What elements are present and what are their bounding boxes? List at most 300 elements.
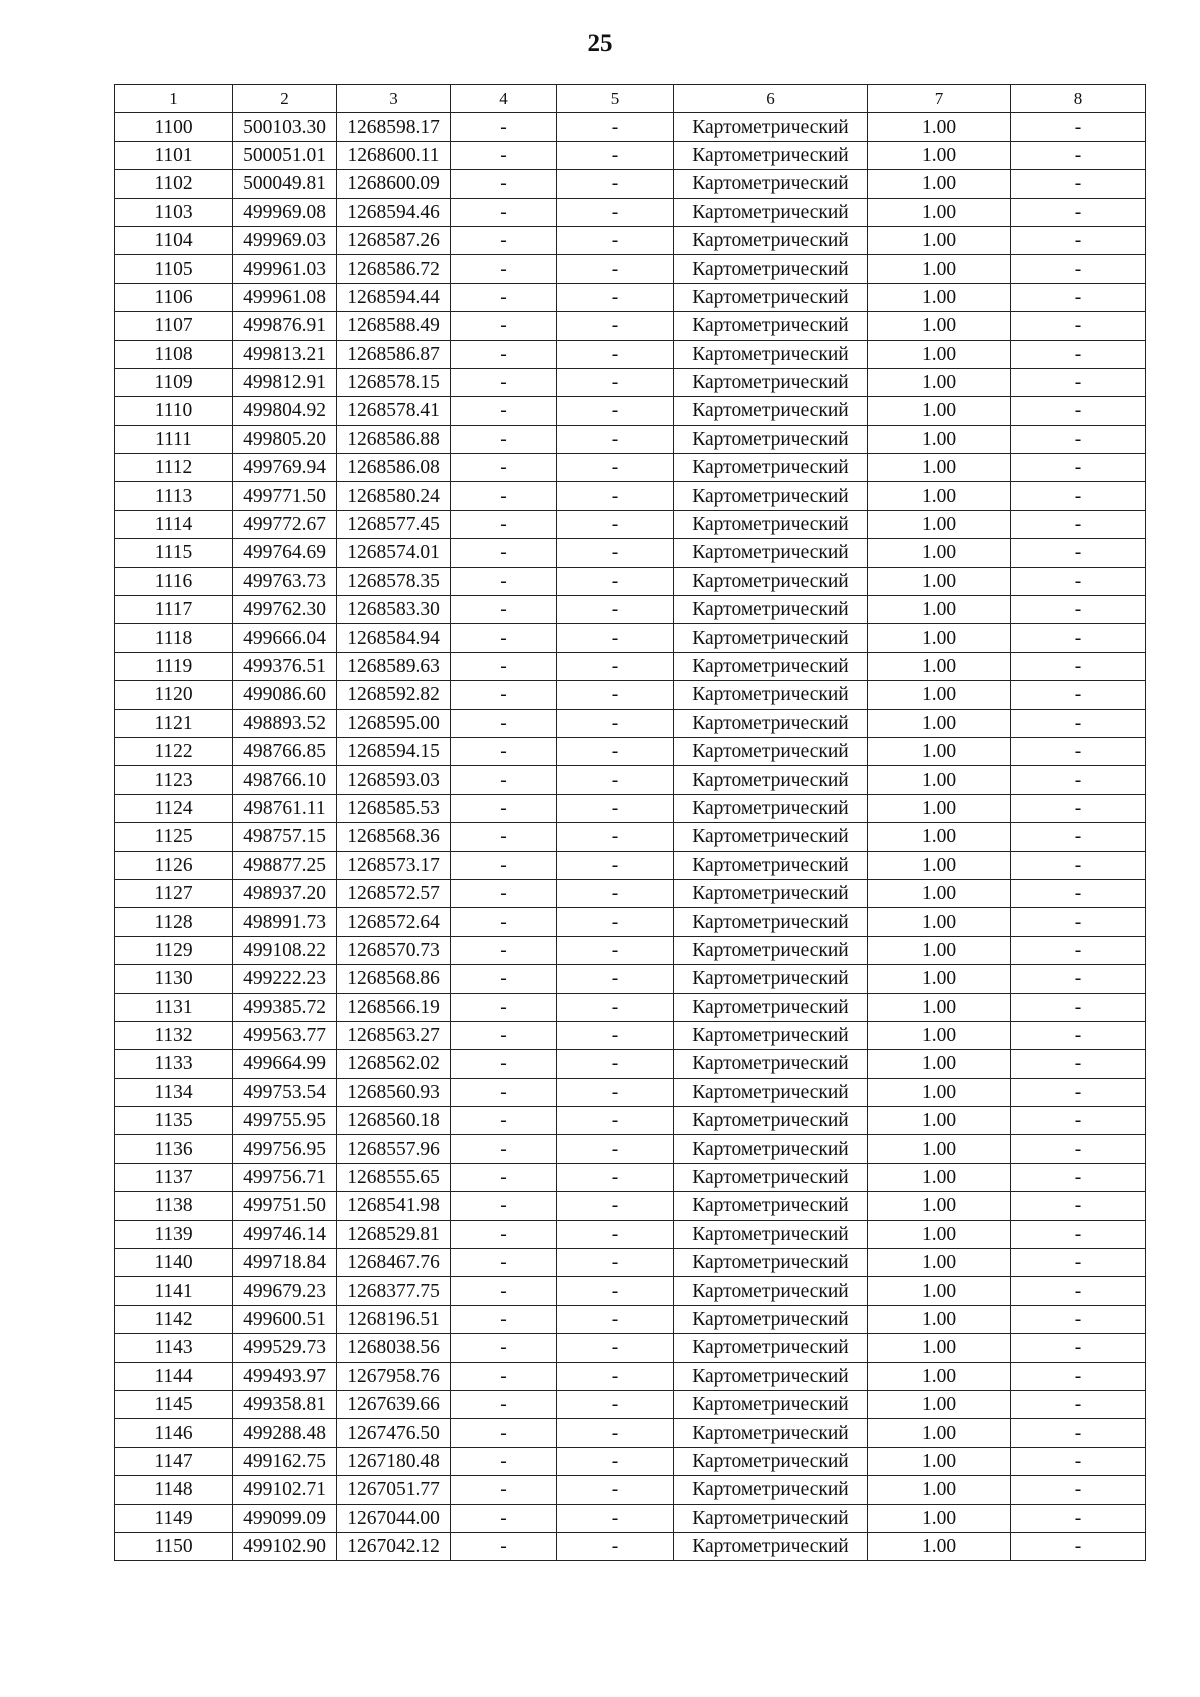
- cell-col-8: -: [1011, 993, 1146, 1021]
- cell-col-5: -: [557, 737, 674, 765]
- cell-coord-x: 499764.69: [233, 539, 337, 567]
- cell-coord-x: 499102.71: [233, 1476, 337, 1504]
- cell-col-4: -: [451, 397, 557, 425]
- cell-col-8: -: [1011, 624, 1146, 652]
- cell-coord-x: 499762.30: [233, 596, 337, 624]
- table-row: [115, 823, 1146, 851]
- cell-col-5: -: [557, 425, 674, 453]
- cell-coord-x: 500051.01: [233, 141, 337, 169]
- cell-method: Картометрический: [674, 1532, 868, 1560]
- cell-coord-y: 1268541.98: [337, 1192, 451, 1220]
- cell-accuracy: 1.00: [868, 1334, 1011, 1362]
- cell-point-number: 1102: [115, 170, 233, 198]
- cell-col-8: -: [1011, 709, 1146, 737]
- cell-col-5: -: [557, 1249, 674, 1277]
- cell-method: Картометрический: [674, 567, 868, 595]
- cell-coord-y: 1268566.19: [337, 993, 451, 1021]
- cell-coord-y: 1267042.12: [337, 1532, 451, 1560]
- cell-accuracy: 1.00: [868, 1390, 1011, 1418]
- cell-coord-x: 498893.52: [233, 709, 337, 737]
- cell-col-4: -: [451, 567, 557, 595]
- cell-coord-x: 499751.50: [233, 1192, 337, 1220]
- cell-point-number: 1148: [115, 1476, 233, 1504]
- table-row: [115, 368, 1146, 396]
- cell-accuracy: 1.00: [868, 652, 1011, 680]
- cell-col-8: -: [1011, 170, 1146, 198]
- cell-col-4: -: [451, 1362, 557, 1390]
- cell-col-4: -: [451, 1021, 557, 1049]
- cell-col-8: -: [1011, 965, 1146, 993]
- column-header-5: 5: [557, 85, 674, 113]
- cell-col-5: -: [557, 1021, 674, 1049]
- cell-col-4: -: [451, 908, 557, 936]
- cell-coord-y: 1268577.45: [337, 510, 451, 538]
- cell-coord-y: 1268568.86: [337, 965, 451, 993]
- cell-method: Картометрический: [674, 851, 868, 879]
- cell-col-8: -: [1011, 1107, 1146, 1135]
- cell-col-4: -: [451, 1220, 557, 1248]
- cell-col-4: -: [451, 1163, 557, 1191]
- cell-col-5: -: [557, 1476, 674, 1504]
- table-row: [115, 255, 1146, 283]
- cell-accuracy: 1.00: [868, 425, 1011, 453]
- table-row: [115, 652, 1146, 680]
- cell-accuracy: 1.00: [868, 226, 1011, 254]
- cell-method: Картометрический: [674, 113, 868, 141]
- cell-accuracy: 1.00: [868, 340, 1011, 368]
- cell-method: Картометрический: [674, 368, 868, 396]
- cell-coord-y: 1268586.72: [337, 255, 451, 283]
- table-row: [115, 198, 1146, 226]
- cell-col-5: -: [557, 908, 674, 936]
- cell-method: Картометрический: [674, 1362, 868, 1390]
- cell-method: Картометрический: [674, 1135, 868, 1163]
- cell-method: Картометрический: [674, 1447, 868, 1475]
- cell-point-number: 1117: [115, 596, 233, 624]
- cell-col-5: -: [557, 510, 674, 538]
- cell-col-4: -: [451, 1476, 557, 1504]
- cell-method: Картометрический: [674, 510, 868, 538]
- cell-coord-x: 498757.15: [233, 823, 337, 851]
- column-header-6: 6: [674, 85, 868, 113]
- cell-accuracy: 1.00: [868, 1135, 1011, 1163]
- cell-method: Картометрический: [674, 1476, 868, 1504]
- cell-col-5: -: [557, 198, 674, 226]
- cell-col-4: -: [451, 368, 557, 396]
- cell-point-number: 1112: [115, 454, 233, 482]
- cell-coord-y: 1268578.41: [337, 397, 451, 425]
- cell-col-8: -: [1011, 823, 1146, 851]
- cell-accuracy: 1.00: [868, 1277, 1011, 1305]
- cell-method: Картометрический: [674, 482, 868, 510]
- cell-coord-y: 1268594.15: [337, 737, 451, 765]
- cell-method: Картометрический: [674, 908, 868, 936]
- cell-col-5: -: [557, 965, 674, 993]
- cell-col-5: -: [557, 1078, 674, 1106]
- cell-accuracy: 1.00: [868, 255, 1011, 283]
- cell-col-4: -: [451, 425, 557, 453]
- cell-point-number: 1128: [115, 908, 233, 936]
- cell-col-8: -: [1011, 737, 1146, 765]
- cell-coord-y: 1267476.50: [337, 1419, 451, 1447]
- cell-accuracy: 1.00: [868, 965, 1011, 993]
- cell-coord-x: 499600.51: [233, 1305, 337, 1333]
- cell-col-5: -: [557, 624, 674, 652]
- cell-coord-x: 499804.92: [233, 397, 337, 425]
- cell-point-number: 1123: [115, 766, 233, 794]
- cell-accuracy: 1.00: [868, 624, 1011, 652]
- cell-method: Картометрический: [674, 766, 868, 794]
- cell-coord-y: 1268467.76: [337, 1249, 451, 1277]
- table-row: [115, 936, 1146, 964]
- cell-col-5: -: [557, 539, 674, 567]
- cell-point-number: 1122: [115, 737, 233, 765]
- cell-coord-y: 1268573.17: [337, 851, 451, 879]
- table-row: [115, 794, 1146, 822]
- cell-method: Картометрический: [674, 397, 868, 425]
- cell-method: Картометрический: [674, 993, 868, 1021]
- cell-method: Картометрический: [674, 1163, 868, 1191]
- cell-point-number: 1107: [115, 312, 233, 340]
- cell-method: Картометрический: [674, 1334, 868, 1362]
- cell-coord-x: 500103.30: [233, 113, 337, 141]
- cell-method: Картометрический: [674, 681, 868, 709]
- cell-coord-x: 498766.85: [233, 737, 337, 765]
- cell-point-number: 1141: [115, 1277, 233, 1305]
- table-row: [115, 1419, 1146, 1447]
- cell-point-number: 1138: [115, 1192, 233, 1220]
- cell-col-8: -: [1011, 1021, 1146, 1049]
- cell-coord-y: 1268570.73: [337, 936, 451, 964]
- cell-col-5: -: [557, 1334, 674, 1362]
- cell-point-number: 1115: [115, 539, 233, 567]
- cell-point-number: 1146: [115, 1419, 233, 1447]
- cell-col-5: -: [557, 794, 674, 822]
- cell-col-5: -: [557, 397, 674, 425]
- cell-col-8: -: [1011, 1192, 1146, 1220]
- cell-col-8: -: [1011, 1390, 1146, 1418]
- cell-coord-x: 499086.60: [233, 681, 337, 709]
- cell-coord-y: 1268585.53: [337, 794, 451, 822]
- cell-point-number: 1103: [115, 198, 233, 226]
- cell-col-4: -: [451, 198, 557, 226]
- cell-accuracy: 1.00: [868, 312, 1011, 340]
- cell-point-number: 1121: [115, 709, 233, 737]
- cell-accuracy: 1.00: [868, 1476, 1011, 1504]
- cell-coord-x: 499772.67: [233, 510, 337, 538]
- cell-col-5: -: [557, 1362, 674, 1390]
- cell-col-8: -: [1011, 1078, 1146, 1106]
- cell-col-8: -: [1011, 1532, 1146, 1560]
- cell-col-5: -: [557, 255, 674, 283]
- table-row: [115, 1390, 1146, 1418]
- cell-point-number: 1136: [115, 1135, 233, 1163]
- cell-method: Картометрический: [674, 1078, 868, 1106]
- cell-col-8: -: [1011, 1447, 1146, 1475]
- cell-col-8: -: [1011, 936, 1146, 964]
- cell-col-4: -: [451, 851, 557, 879]
- table-row: [115, 879, 1146, 907]
- cell-point-number: 1101: [115, 141, 233, 169]
- cell-coord-x: 498991.73: [233, 908, 337, 936]
- cell-method: Картометрический: [674, 879, 868, 907]
- cell-coord-x: 499563.77: [233, 1021, 337, 1049]
- cell-point-number: 1144: [115, 1362, 233, 1390]
- cell-method: Картометрический: [674, 255, 868, 283]
- cell-col-8: -: [1011, 312, 1146, 340]
- table-row: [115, 113, 1146, 141]
- cell-coord-y: 1268589.63: [337, 652, 451, 680]
- cell-method: Картометрический: [674, 823, 868, 851]
- cell-coord-y: 1268557.96: [337, 1135, 451, 1163]
- cell-col-8: -: [1011, 1135, 1146, 1163]
- cell-method: Картометрический: [674, 737, 868, 765]
- cell-point-number: 1106: [115, 283, 233, 311]
- cell-coord-y: 1268572.57: [337, 879, 451, 907]
- cell-coord-y: 1268572.64: [337, 908, 451, 936]
- cell-accuracy: 1.00: [868, 709, 1011, 737]
- cell-coord-x: 499769.94: [233, 454, 337, 482]
- table-row: [115, 1107, 1146, 1135]
- cell-accuracy: 1.00: [868, 1107, 1011, 1135]
- cell-coord-x: 499376.51: [233, 652, 337, 680]
- cell-col-5: -: [557, 1390, 674, 1418]
- table-row: [115, 1192, 1146, 1220]
- table-row: [115, 454, 1146, 482]
- cell-method: Картометрический: [674, 170, 868, 198]
- cell-col-5: -: [557, 454, 674, 482]
- cell-col-8: -: [1011, 368, 1146, 396]
- cell-col-4: -: [451, 1390, 557, 1418]
- cell-accuracy: 1.00: [868, 851, 1011, 879]
- table-row: [115, 283, 1146, 311]
- cell-point-number: 1139: [115, 1220, 233, 1248]
- cell-method: Картометрический: [674, 198, 868, 226]
- cell-point-number: 1142: [115, 1305, 233, 1333]
- cell-coord-y: 1268574.01: [337, 539, 451, 567]
- cell-point-number: 1126: [115, 851, 233, 879]
- table-row: [115, 709, 1146, 737]
- table-row: [115, 1447, 1146, 1475]
- cell-accuracy: 1.00: [868, 510, 1011, 538]
- cell-accuracy: 1.00: [868, 1050, 1011, 1078]
- cell-method: Картометрический: [674, 1050, 868, 1078]
- cell-coord-y: 1268563.27: [337, 1021, 451, 1049]
- cell-col-8: -: [1011, 1419, 1146, 1447]
- cell-coord-x: 499679.23: [233, 1277, 337, 1305]
- cell-accuracy: 1.00: [868, 766, 1011, 794]
- cell-accuracy: 1.00: [868, 879, 1011, 907]
- table-row: [115, 1078, 1146, 1106]
- cell-coord-x: 499162.75: [233, 1447, 337, 1475]
- cell-point-number: 1111: [115, 425, 233, 453]
- cell-coord-y: 1268578.15: [337, 368, 451, 396]
- cell-coord-x: 499771.50: [233, 482, 337, 510]
- cell-col-5: -: [557, 1107, 674, 1135]
- table-row: [115, 993, 1146, 1021]
- cell-col-4: -: [451, 539, 557, 567]
- cell-accuracy: 1.00: [868, 454, 1011, 482]
- cell-col-8: -: [1011, 1362, 1146, 1390]
- cell-coord-y: 1268578.35: [337, 567, 451, 595]
- cell-point-number: 1125: [115, 823, 233, 851]
- cell-method: Картометрический: [674, 283, 868, 311]
- cell-col-5: -: [557, 141, 674, 169]
- cell-accuracy: 1.00: [868, 1362, 1011, 1390]
- cell-point-number: 1108: [115, 340, 233, 368]
- cell-coord-x: 499755.95: [233, 1107, 337, 1135]
- cell-accuracy: 1.00: [868, 1532, 1011, 1560]
- table-row: [115, 425, 1146, 453]
- cell-col-4: -: [451, 482, 557, 510]
- table-row: [115, 1362, 1146, 1390]
- column-header-1: 1: [115, 85, 233, 113]
- cell-point-number: 1149: [115, 1504, 233, 1532]
- cell-col-4: -: [451, 1334, 557, 1362]
- table-row: [115, 1021, 1146, 1049]
- cell-col-4: -: [451, 794, 557, 822]
- cell-col-8: -: [1011, 1249, 1146, 1277]
- cell-col-5: -: [557, 652, 674, 680]
- cell-method: Картометрический: [674, 1419, 868, 1447]
- table-row: [115, 1163, 1146, 1191]
- table-row: [115, 1249, 1146, 1277]
- cell-method: Картометрический: [674, 652, 868, 680]
- cell-method: Картометрический: [674, 1305, 868, 1333]
- table-row: [115, 624, 1146, 652]
- cell-col-8: -: [1011, 1050, 1146, 1078]
- cell-coord-x: 499813.21: [233, 340, 337, 368]
- cell-coord-x: 499108.22: [233, 936, 337, 964]
- cell-accuracy: 1.00: [868, 1447, 1011, 1475]
- cell-col-4: -: [451, 1305, 557, 1333]
- cell-accuracy: 1.00: [868, 1305, 1011, 1333]
- cell-col-4: -: [451, 1135, 557, 1163]
- cell-coord-y: 1268196.51: [337, 1305, 451, 1333]
- cell-point-number: 1145: [115, 1390, 233, 1418]
- cell-col-8: -: [1011, 1334, 1146, 1362]
- cell-coord-y: 1268598.17: [337, 113, 451, 141]
- cell-coord-y: 1268583.30: [337, 596, 451, 624]
- cell-coord-x: 499099.09: [233, 1504, 337, 1532]
- cell-col-4: -: [451, 1504, 557, 1532]
- table-row: [115, 681, 1146, 709]
- cell-point-number: 1114: [115, 510, 233, 538]
- cell-coord-x: 498761.11: [233, 794, 337, 822]
- cell-method: Картометрический: [674, 936, 868, 964]
- cell-coord-x: 498937.20: [233, 879, 337, 907]
- cell-point-number: 1127: [115, 879, 233, 907]
- table-row: [115, 1305, 1146, 1333]
- cell-accuracy: 1.00: [868, 823, 1011, 851]
- cell-col-8: -: [1011, 1277, 1146, 1305]
- cell-coord-y: 1268568.36: [337, 823, 451, 851]
- cell-method: Картометрический: [674, 1220, 868, 1248]
- cell-coord-x: 499756.71: [233, 1163, 337, 1191]
- cell-accuracy: 1.00: [868, 794, 1011, 822]
- cell-col-4: -: [451, 596, 557, 624]
- cell-col-4: -: [451, 879, 557, 907]
- cell-col-4: -: [451, 936, 557, 964]
- cell-method: Картометрический: [674, 141, 868, 169]
- cell-col-5: -: [557, 1135, 674, 1163]
- cell-col-4: -: [451, 141, 557, 169]
- table-row: [115, 567, 1146, 595]
- cell-col-8: -: [1011, 652, 1146, 680]
- cell-method: Картометрический: [674, 1107, 868, 1135]
- cell-col-5: -: [557, 1532, 674, 1560]
- column-header-4: 4: [451, 85, 557, 113]
- table-row: [115, 851, 1146, 879]
- cell-col-4: -: [451, 737, 557, 765]
- cell-coord-y: 1267044.00: [337, 1504, 451, 1532]
- column-header-2: 2: [233, 85, 337, 113]
- cell-col-5: -: [557, 113, 674, 141]
- cell-coord-y: 1268562.02: [337, 1050, 451, 1078]
- table-row: [115, 965, 1146, 993]
- cell-col-8: -: [1011, 283, 1146, 311]
- cell-coord-x: 499746.14: [233, 1220, 337, 1248]
- cell-point-number: 1120: [115, 681, 233, 709]
- cell-coord-y: 1267639.66: [337, 1390, 451, 1418]
- cell-method: Картометрический: [674, 340, 868, 368]
- cell-accuracy: 1.00: [868, 482, 1011, 510]
- table-row: [115, 141, 1146, 169]
- cell-col-8: -: [1011, 1504, 1146, 1532]
- cell-method: Картометрический: [674, 226, 868, 254]
- cell-coord-y: 1268586.88: [337, 425, 451, 453]
- cell-coord-x: 499718.84: [233, 1249, 337, 1277]
- cell-col-8: -: [1011, 794, 1146, 822]
- cell-point-number: 1137: [115, 1163, 233, 1191]
- cell-col-5: -: [557, 766, 674, 794]
- cell-col-5: -: [557, 1447, 674, 1475]
- cell-coord-y: 1268377.75: [337, 1277, 451, 1305]
- cell-method: Картометрический: [674, 624, 868, 652]
- cell-col-5: -: [557, 368, 674, 396]
- cell-col-8: -: [1011, 141, 1146, 169]
- cell-coord-y: 1268555.65: [337, 1163, 451, 1191]
- cell-accuracy: 1.00: [868, 1504, 1011, 1532]
- cell-col-5: -: [557, 1163, 674, 1191]
- cell-col-4: -: [451, 652, 557, 680]
- cell-coord-y: 1267958.76: [337, 1362, 451, 1390]
- cell-col-4: -: [451, 510, 557, 538]
- cell-accuracy: 1.00: [868, 567, 1011, 595]
- cell-point-number: 1135: [115, 1107, 233, 1135]
- cell-accuracy: 1.00: [868, 1220, 1011, 1248]
- cell-coord-x: 499664.99: [233, 1050, 337, 1078]
- header-row: [115, 85, 1146, 113]
- cell-coord-x: 498877.25: [233, 851, 337, 879]
- cell-coord-x: 499529.73: [233, 1334, 337, 1362]
- cell-col-4: -: [451, 681, 557, 709]
- cell-coord-x: 499756.95: [233, 1135, 337, 1163]
- cell-point-number: 1130: [115, 965, 233, 993]
- cell-coord-x: 499666.04: [233, 624, 337, 652]
- cell-col-4: -: [451, 255, 557, 283]
- cell-point-number: 1143: [115, 1334, 233, 1362]
- table-row: [115, 226, 1146, 254]
- cell-accuracy: 1.00: [868, 283, 1011, 311]
- cell-col-4: -: [451, 312, 557, 340]
- cell-method: Картометрический: [674, 539, 868, 567]
- cell-point-number: 1147: [115, 1447, 233, 1475]
- cell-coord-y: 1268560.18: [337, 1107, 451, 1135]
- cell-col-8: -: [1011, 567, 1146, 595]
- cell-coord-y: 1268593.03: [337, 766, 451, 794]
- cell-col-5: -: [557, 993, 674, 1021]
